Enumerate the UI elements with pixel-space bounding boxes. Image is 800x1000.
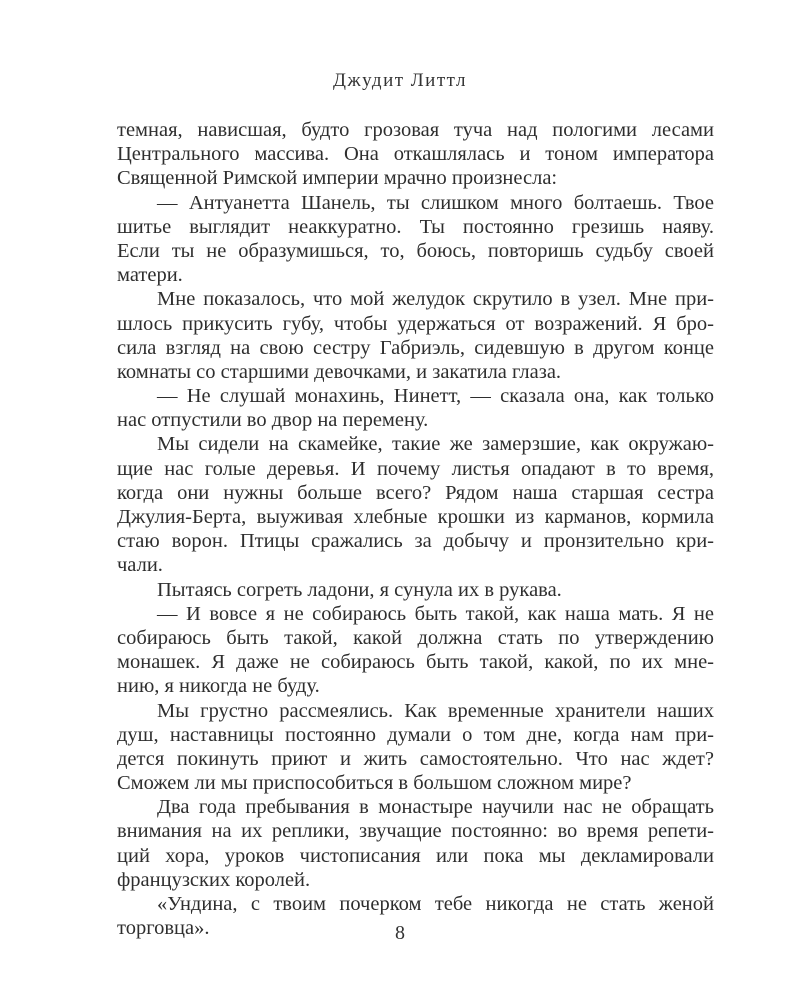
text-line: Два года пребывания в монастыре научили нас не обращать <box>157 796 714 819</box>
page-number: 8 <box>395 922 405 944</box>
text-line: Джулия-Берта, выуживая хлебные крошки из карманов, кормила <box>117 506 714 528</box>
text-line: французских королей. <box>117 868 311 891</box>
text-line: внимания на их реплики, звучащие постоянно: во время репети- <box>117 820 714 843</box>
text-line: нас отпустили во двор на перемену. <box>117 409 429 432</box>
text-line: собираюсь быть такой, какой должна стать по утверждению <box>117 626 714 649</box>
text-line: шлось прикусить губу, чтобы удержаться от возражений. Я бро- <box>117 312 714 335</box>
running-header-author: Джудит Литтл <box>333 70 467 91</box>
text-line: Мы сидели на скамейке, такие же замерзшие, как окружаю- <box>157 433 714 456</box>
text-line: Если ты не образумишься, то, боюсь, повторишь судьбу своей <box>117 239 714 262</box>
text-line: шитье выглядит неаккуратно. Ты постоянно грезишь наяву. <box>117 215 714 238</box>
text-line: «Ундина, с твоим почерком тебе никогда не стать женой <box>157 893 714 915</box>
text-line: Священной Римской империи мрачно произнесла: <box>117 167 558 190</box>
text-line: — И вовсе я не собираюсь быть такой, как наша мать. Я не <box>157 602 714 625</box>
text-line: душ, наставницы постоянно думали о том дне, когда нам при- <box>117 723 714 746</box>
text-line: дется покинуть приют и жить самостоятельно. Что нас ждет? <box>117 747 714 770</box>
text-line: сила взгляд на свою сестру Габриэль, сидевшую в другом конце <box>117 336 714 359</box>
text-line: Мне показалось, что мой желудок скрутило в узел. Мне при- <box>157 288 714 311</box>
text-line: стаю ворон. Птицы сражались за добычу и пронзительно кри- <box>117 530 714 553</box>
body-text <box>117 118 714 940</box>
text-line: — Антуанетта Шанель, ты слишком много болтаешь. Твое <box>157 191 714 214</box>
text-line: — Не слушай монахинь, Нинетт, — сказала она, как только <box>157 385 714 408</box>
text-line: Мы грустно рассмеялись. Как временные хранители наших <box>157 699 714 722</box>
text-line: Пытаясь согреть ладони, я сунула их в рукава. <box>157 578 562 601</box>
text-line: темная, нависшая, будто грозовая туча над пологими лесами <box>117 119 714 141</box>
text-line: Сможем ли мы приспособиться в большом сложном мире? <box>117 772 632 795</box>
text-line: щие нас голые деревья. И почему листья опадают в то время, <box>117 457 714 480</box>
text-line: матери. <box>117 264 183 287</box>
text-line: торговца». <box>117 917 210 940</box>
text-line: нию, я никогда не буду. <box>117 675 320 698</box>
text-line: ций хора, уроков чистописания или пока мы декламировали <box>117 844 714 867</box>
text-line: комнаты со старшими девочками, и закатила глаза. <box>117 360 562 383</box>
text-line: монашек. Я даже не собираюсь быть такой, какой, по их мне- <box>117 651 714 674</box>
text-line: когда они нужны больше всего? Рядом наша старшая сестра <box>117 481 714 504</box>
text-line: чали. <box>117 554 163 577</box>
text-line: Центрального массива. Она откашлялась и тоном императора <box>117 143 714 166</box>
